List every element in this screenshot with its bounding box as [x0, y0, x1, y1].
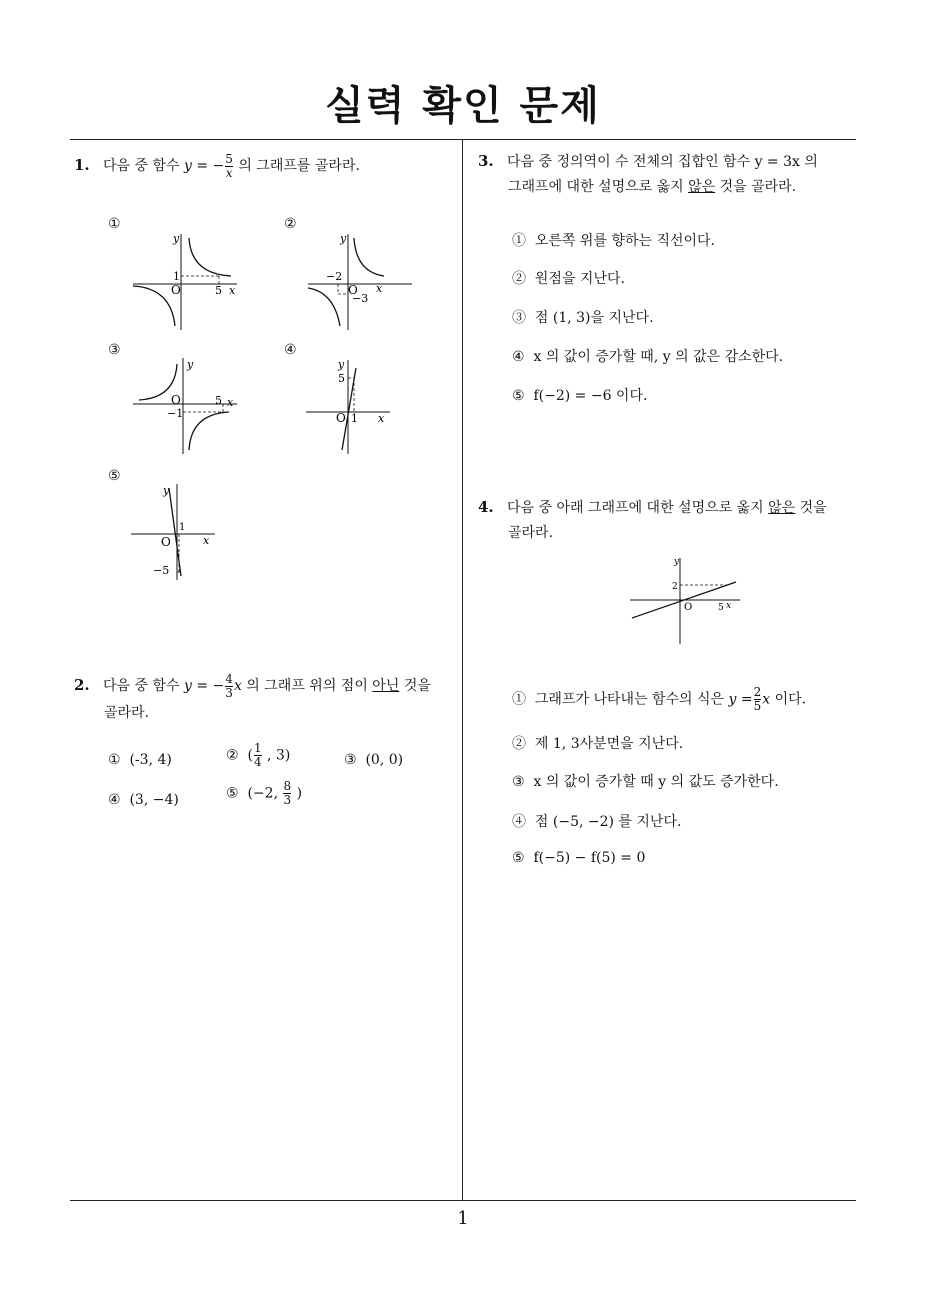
option-mark: ④	[108, 792, 121, 808]
page-title: 실력 확인 문제	[325, 83, 601, 129]
option-text: 오른쪽 위를 향하는 직선이다.	[534, 233, 715, 249]
question-text: 다음 중 함수	[103, 678, 180, 694]
origin-label: O	[336, 411, 346, 425]
x-axis-label: x	[726, 601, 732, 611]
question-text: 그래프에 대한 설명으로 옳지	[508, 179, 684, 195]
equation: y =	[728, 691, 753, 708]
option-mark: ③	[108, 342, 121, 358]
option-mark: ①	[108, 216, 121, 232]
graph-option-3	[125, 354, 245, 458]
graph-option-5	[125, 480, 225, 584]
option-text: 점 (1, 3)을 지난다.	[534, 310, 654, 326]
option-text: (	[247, 747, 253, 764]
bottom-rule	[70, 1200, 856, 1201]
option-mark: ④	[512, 814, 526, 830]
option-mark: ③	[344, 752, 357, 768]
q4-option-3	[512, 771, 779, 791]
question-number: 1.	[74, 156, 90, 174]
variable: x	[762, 691, 771, 708]
fraction	[254, 742, 262, 769]
tick-label: 1	[351, 412, 358, 425]
q2-option-2	[226, 742, 290, 769]
q3-option-2	[512, 268, 625, 288]
origin-label: O	[684, 602, 693, 613]
origin-label: O	[171, 393, 181, 407]
question-text: 다음 중 아래 그래프에 대한 설명으로 옳지	[507, 500, 764, 516]
option-mark: ①	[108, 752, 121, 768]
option-mark: ②	[512, 271, 526, 287]
y-axis-label: y	[340, 232, 347, 245]
question-4	[478, 494, 827, 521]
underlined-word: 않은	[768, 500, 796, 516]
q4-option-1	[512, 686, 806, 713]
y-axis-label: y	[338, 358, 345, 371]
q4-option-4	[512, 811, 681, 831]
q2-option-1	[108, 752, 172, 768]
option-text: 그래프가 나타내는 함수의 식은	[534, 691, 725, 708]
question-number: 2.	[74, 676, 90, 694]
question-number: 3.	[478, 152, 494, 170]
option-mark: ⑤	[512, 850, 525, 866]
numerator: 4	[225, 671, 233, 686]
graph-option-2	[300, 228, 420, 334]
tick-label: 2	[672, 582, 678, 592]
option-text: )	[296, 785, 303, 802]
option-text: f(−2) = −6 이다.	[533, 388, 648, 404]
option-text: 점 (−5, −2) 를 지난다.	[534, 814, 682, 830]
q2-option-4	[108, 792, 179, 808]
option-text: 이다.	[774, 691, 807, 708]
page-number: 1	[457, 1208, 469, 1229]
origin-label: O	[161, 535, 171, 549]
question-1	[74, 152, 360, 180]
fraction	[225, 673, 233, 700]
q3-option-5	[512, 385, 647, 405]
q4-option-2	[512, 733, 683, 753]
y-axis-label: y	[674, 557, 680, 567]
fraction	[283, 780, 291, 807]
option-mark: ③	[512, 774, 525, 790]
denominator: 3	[283, 793, 292, 807]
question-3	[478, 148, 818, 175]
question-text: 것을	[799, 500, 827, 516]
option-mark: ⑤	[512, 388, 525, 404]
option-mark: ①	[512, 691, 526, 708]
q4-option-5	[512, 850, 645, 866]
tick-label: −2	[326, 270, 343, 283]
graph-option-4	[300, 354, 396, 458]
tick-label: −5	[153, 564, 170, 577]
tick-label: 5	[215, 394, 222, 407]
question-text-line2: 골라라.	[508, 525, 554, 541]
option-mark: ④	[512, 349, 525, 365]
numerator: 1	[253, 741, 262, 755]
option-text: 원점을 지난다.	[534, 271, 625, 287]
option-mark: ⑤	[226, 785, 239, 802]
tick-label: 5	[718, 603, 724, 613]
option-mark: ①	[512, 233, 526, 249]
q3-option-4	[512, 346, 783, 366]
x-axis-label: x	[229, 284, 236, 297]
x-axis-label: x	[203, 534, 210, 547]
option-text: f(−5) − f(5) = 0	[533, 850, 646, 866]
option-mark: ②	[226, 747, 239, 764]
x-axis-label: x	[227, 396, 234, 409]
tick-label: 5	[338, 372, 345, 385]
q4-graph	[626, 552, 744, 648]
origin-label: O	[171, 283, 181, 297]
question-text: 다음 중 함수	[103, 158, 180, 174]
numerator: 8	[283, 779, 292, 793]
column-divider	[462, 140, 463, 1201]
option-mark: ④	[284, 342, 297, 358]
denominator: 5	[753, 699, 762, 713]
tick-label: −1	[167, 407, 184, 420]
numerator: 2	[753, 685, 762, 699]
option-text: (-3, 4)	[129, 752, 172, 768]
tick-label: 1	[179, 522, 186, 533]
equation: y = −	[184, 678, 225, 694]
tick-label: −3	[352, 292, 369, 305]
denominator: 4	[253, 755, 262, 769]
underlined-word: 않은	[688, 179, 716, 195]
question-text-line2	[508, 174, 796, 200]
y-axis-label: y	[187, 358, 194, 371]
option-mark: ②	[284, 216, 297, 232]
fraction	[225, 153, 233, 180]
equation: y = −	[184, 158, 225, 174]
option-text: 제 1, 3사분면을 지난다.	[534, 736, 684, 752]
option-text: x 의 값이 증가할 때 y 의 값도 증가한다.	[533, 774, 779, 790]
q3-option-1	[512, 230, 715, 250]
denominator: x	[225, 165, 233, 180]
tick-label: 1	[173, 270, 180, 283]
option-text: (−2,	[247, 785, 279, 802]
underlined-word: 아닌	[372, 678, 400, 694]
x-axis-label: x	[376, 282, 383, 295]
numerator: 5	[225, 151, 233, 166]
y-axis-label: y	[163, 484, 170, 497]
graph-option-1	[125, 228, 245, 334]
q3-option-3	[512, 307, 654, 327]
question-text: 의 그래프를 골라라.	[238, 158, 360, 174]
option-text: x 의 값이 증가할 때, y 의 값은 감소한다.	[533, 349, 784, 365]
question-text: 것을 골라라.	[719, 179, 797, 195]
question-text: 것을	[403, 678, 431, 694]
option-mark: ②	[512, 736, 526, 752]
variable: x	[233, 678, 242, 694]
q2-option-3	[344, 752, 403, 768]
y-axis-label: y	[173, 232, 180, 245]
x-axis-label: x	[378, 412, 385, 425]
question-text: 의 그래프 위의 점이	[246, 678, 368, 694]
origin-label: O	[348, 283, 358, 297]
top-rule	[70, 139, 856, 140]
q2-option-5	[226, 780, 302, 807]
option-text: (3, −4)	[129, 792, 179, 808]
question-text: 다음 중 정의역이 수 전체의 집합인 함수 y = 3x 의	[507, 154, 818, 170]
denominator: 3	[225, 685, 233, 700]
question-2	[74, 672, 431, 700]
option-text: (0, 0)	[365, 752, 404, 768]
fraction	[754, 686, 762, 713]
option-mark: ③	[512, 310, 526, 326]
question-text-line2: 골라라.	[104, 705, 150, 721]
option-mark: ⑤	[108, 468, 121, 484]
tick-label: 5	[215, 284, 222, 297]
question-number: 4.	[478, 498, 494, 516]
option-text: , 3)	[267, 747, 291, 764]
